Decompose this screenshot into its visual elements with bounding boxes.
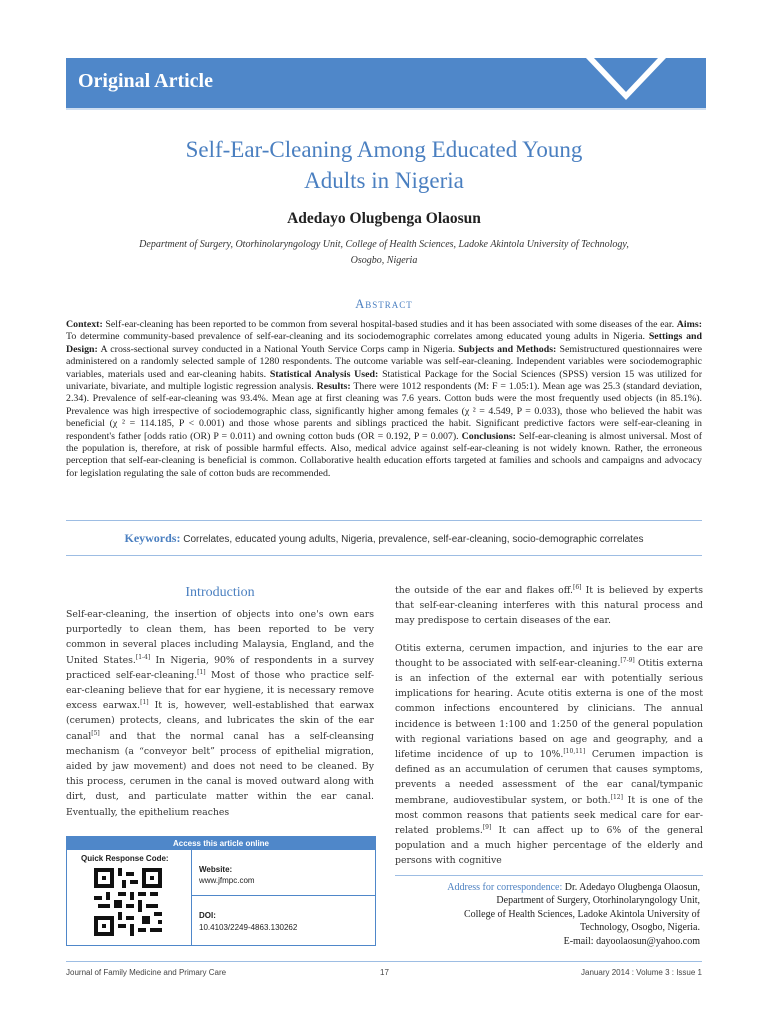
abstract-divider-bottom xyxy=(66,555,702,556)
intro-text: Otitis externa, cerumen impaction, and injuries to the ear are thought to be associated with self-ear-cleaning. xyxy=(395,642,703,669)
aims-text: To determine community-based prevalence of self-ear-cleaning and its sociodemographic correlates among educated young adults in Nigeria. xyxy=(66,331,649,343)
subjects-label: Subjects and Methods: xyxy=(458,343,557,355)
intro-text: the outside of the ear and flakes off. xyxy=(395,585,573,596)
correspondence-line-2: Department of Surgery, Otorhinolaryngology Unit, xyxy=(496,895,700,907)
website-label: Website: xyxy=(199,865,233,874)
footer-page-number: 17 xyxy=(380,968,389,977)
footer-rule xyxy=(66,961,702,962)
settings-label: Settings and Design: xyxy=(66,331,703,355)
access-article-box xyxy=(66,836,376,946)
correspondence-block xyxy=(395,881,700,948)
author-affiliation xyxy=(80,237,688,269)
correspondence-name: Dr. Adedayo Olugbenga Olaosun, xyxy=(562,882,700,893)
footer-issue: January 2014 : Volume 3 : Issue 1 xyxy=(581,968,702,977)
intro-text: and that the normal canal has a self-cleansing mechanism (a “conveyor belt” process of epithelial migration, aided by jaw movement) and does not need to be cleaned. By this process, cerumen in the canal is moved outward along with dirt, dust, and particulate matter within the ear canal. Eventually, the epithelium reaches xyxy=(66,730,374,818)
abstract-heading-text: Abstract xyxy=(355,297,413,311)
intro-text: It is, however, well-established that earwax (cerumen) protects, cleans, and lubricates the skin of the ear canal xyxy=(66,700,374,742)
citation: [1] xyxy=(197,668,206,676)
conclusions-text: Self-ear-cleaning is almost universal. Most of the population is, therefore, at risk of possible harmful effects. Also, medical advice against self-ear-cleaning is not widely known. Rather, the erroneous perception that self-ear-cleaning is beneficial is common. Collaborative health education efforts targeted at families and schools and campaigns and advocacy for legislation regulating the sale of cotton buds are recommended. xyxy=(66,430,702,479)
correspondence-rule xyxy=(395,875,703,876)
intro-text: Self-ear-cleaning, the insertion of objects into one's own ears purportedly to clean them, has been reported to be very common in several places including Malaysia, England, and the United States. xyxy=(66,609,374,666)
article-title xyxy=(66,134,702,196)
citation: [12] xyxy=(610,793,623,801)
left-column-text xyxy=(66,607,374,828)
settings-text: A cross-sectional survey conducted in a National Youth Service Corps camp in Nigeria. xyxy=(97,343,459,355)
correspondence-label: Address for correspondence: xyxy=(447,882,563,893)
doi-label: DOI: xyxy=(199,911,216,920)
intro-text: Most of those who practice self-ear-cleaning believe that for ear hygiene, it is necessary remove excess earwax. xyxy=(66,669,374,712)
subjects-text: Semistructured questionnaires were administered on a randomly selected sample of 1280 respondents. The outcome variable was self-ear-cleaning. Independent variables were sociodemographic variables, materials used and ear-cleaning habits. xyxy=(66,343,703,380)
intro-paragraph-2 xyxy=(395,583,703,629)
stats-text: Statistical Package for the Social Sciences (SPSS) version 15 was utilized for univariate, bivariate, and multiple logistic regression analysis. xyxy=(66,368,702,393)
doi-link[interactable]: 10.4103/2249-4863.130262 xyxy=(199,923,298,932)
affiliation-line-1: Department of Surgery, Otorhinolaryngology Unit, College of Health Sciences, Ladoke Akintola University of Technology, xyxy=(139,239,629,250)
intro-paragraph-3 xyxy=(395,641,703,869)
access-box-heading: Access this article online xyxy=(67,837,375,850)
results-label: Results: xyxy=(316,381,351,393)
citation: [5] xyxy=(91,729,100,737)
context-label: Context: xyxy=(66,319,103,330)
stats-label: Statistical Analysis Used: xyxy=(269,368,379,380)
correspondence-line-1 xyxy=(395,881,700,894)
affiliation-line-2: Osogbo, Nigeria xyxy=(350,255,418,266)
citation: [7-9] xyxy=(620,656,635,664)
citation: [10,11] xyxy=(563,747,586,755)
intro-text: It is believed by experts that self-ear-cleaning interferes with this natural process and may predispose to certain diseases of the ear. xyxy=(395,585,704,627)
access-box-divider-horizontal xyxy=(191,895,375,896)
intro-paragraph-1 xyxy=(66,607,374,820)
correspondence-email[interactable]: E-mail: dayoolaosun@yahoo.com xyxy=(563,935,700,947)
right-column-text xyxy=(395,583,703,877)
correspondence-line-3: College of Health Sciences, Ladoke Akintola University of xyxy=(463,908,700,920)
footer-journal: Journal of Family Medicine and Primary Care xyxy=(66,968,227,977)
title-line-1: Self-Ear-Cleaning Among Educated Young xyxy=(185,137,583,162)
article-type-banner xyxy=(66,58,706,110)
keywords-label: Keywords: xyxy=(124,531,181,545)
abstract-divider-top xyxy=(66,520,702,521)
intro-text: Cerumen impaction is defined as an accumulation of cerumen that causes symptoms, prevents a needed assessment of the ear canal/tympanic membrane, audiovestibular system, or both. xyxy=(395,749,704,806)
qr-code-icon[interactable] xyxy=(94,868,162,936)
citation: [6] xyxy=(573,583,582,591)
qr-code-label: Quick Response Code: xyxy=(81,854,169,863)
keywords-text: Correlates, educated young adults, Nigeria, prevalence, self-ear-cleaning, socio-demographic correlates xyxy=(183,534,644,545)
conclusions-label: Conclusions: xyxy=(461,430,516,442)
abstract-heading xyxy=(66,297,702,312)
abstract-body xyxy=(66,319,702,480)
article-type-label: Original Article xyxy=(78,70,213,92)
results-text: There were 1012 respondents (M: F = 1.05:1). Mean age was 25.3 (standard deviation, 2.34). Prevalence of self-ear-cleaning was 93.4%. Mean age at first cleaning was 7.6 years. Cotton buds were the most frequently used objects (in 85.1%). Prevalence was high irrespective of sociodemographic class, significantly higher among females (χ ² = 4.549, P = 0.033), those who believed the habit was beneficial (χ ² = 114.185, P < 0.001) and those whose parents and siblings practiced the habit. Significant predictive factors were self-ear-cleaning in respondent's father [odds ratio (OR) P = 0.011) and owning cotton buds (OR = 0.192, P = 0.007). xyxy=(66,381,702,442)
intro-text: It is one of the most common reasons that patients seek medical care for ear-related problems. xyxy=(395,794,703,837)
aims-label: Aims: xyxy=(676,319,702,330)
website-link[interactable]: www.jfmpc.com xyxy=(199,876,255,885)
keywords-line xyxy=(66,531,702,546)
author-name: Adedayo Olugbenga Olaosun xyxy=(287,210,481,227)
correspondence-line-4: Technology, Osogbo, Nigeria. xyxy=(579,922,700,934)
access-box-divider-vertical xyxy=(191,850,192,945)
intro-text: In Nigeria, 90% of respondents in a survey practiced self-ear-cleaning. xyxy=(66,654,374,681)
intro-text: Otitis externa is an infection of the external ear with potentially serious implications for hearing. Acute otitis externa is one of the most common infections encountered by clinicians. The annual incidence is between 1:100 and 1:250 of the general population with regional variations based on age and geography, and a lifetime incidence of up to 10%. xyxy=(395,657,703,761)
context-text: Self-ear-cleaning has been reported to be common from several hospital-based studies and it has been associated with some diseases of the ear. xyxy=(102,319,677,330)
citation: [1-4] xyxy=(135,653,151,661)
citation: [9] xyxy=(482,823,492,831)
title-line-2: Adults in Nigeria xyxy=(304,168,464,193)
citation: [1] xyxy=(140,699,149,707)
introduction-heading: Introduction xyxy=(185,585,255,600)
intro-text: It can affect up to 6% of the general population and a much higher percentage of the elderly and persons with cognitive xyxy=(395,825,703,867)
